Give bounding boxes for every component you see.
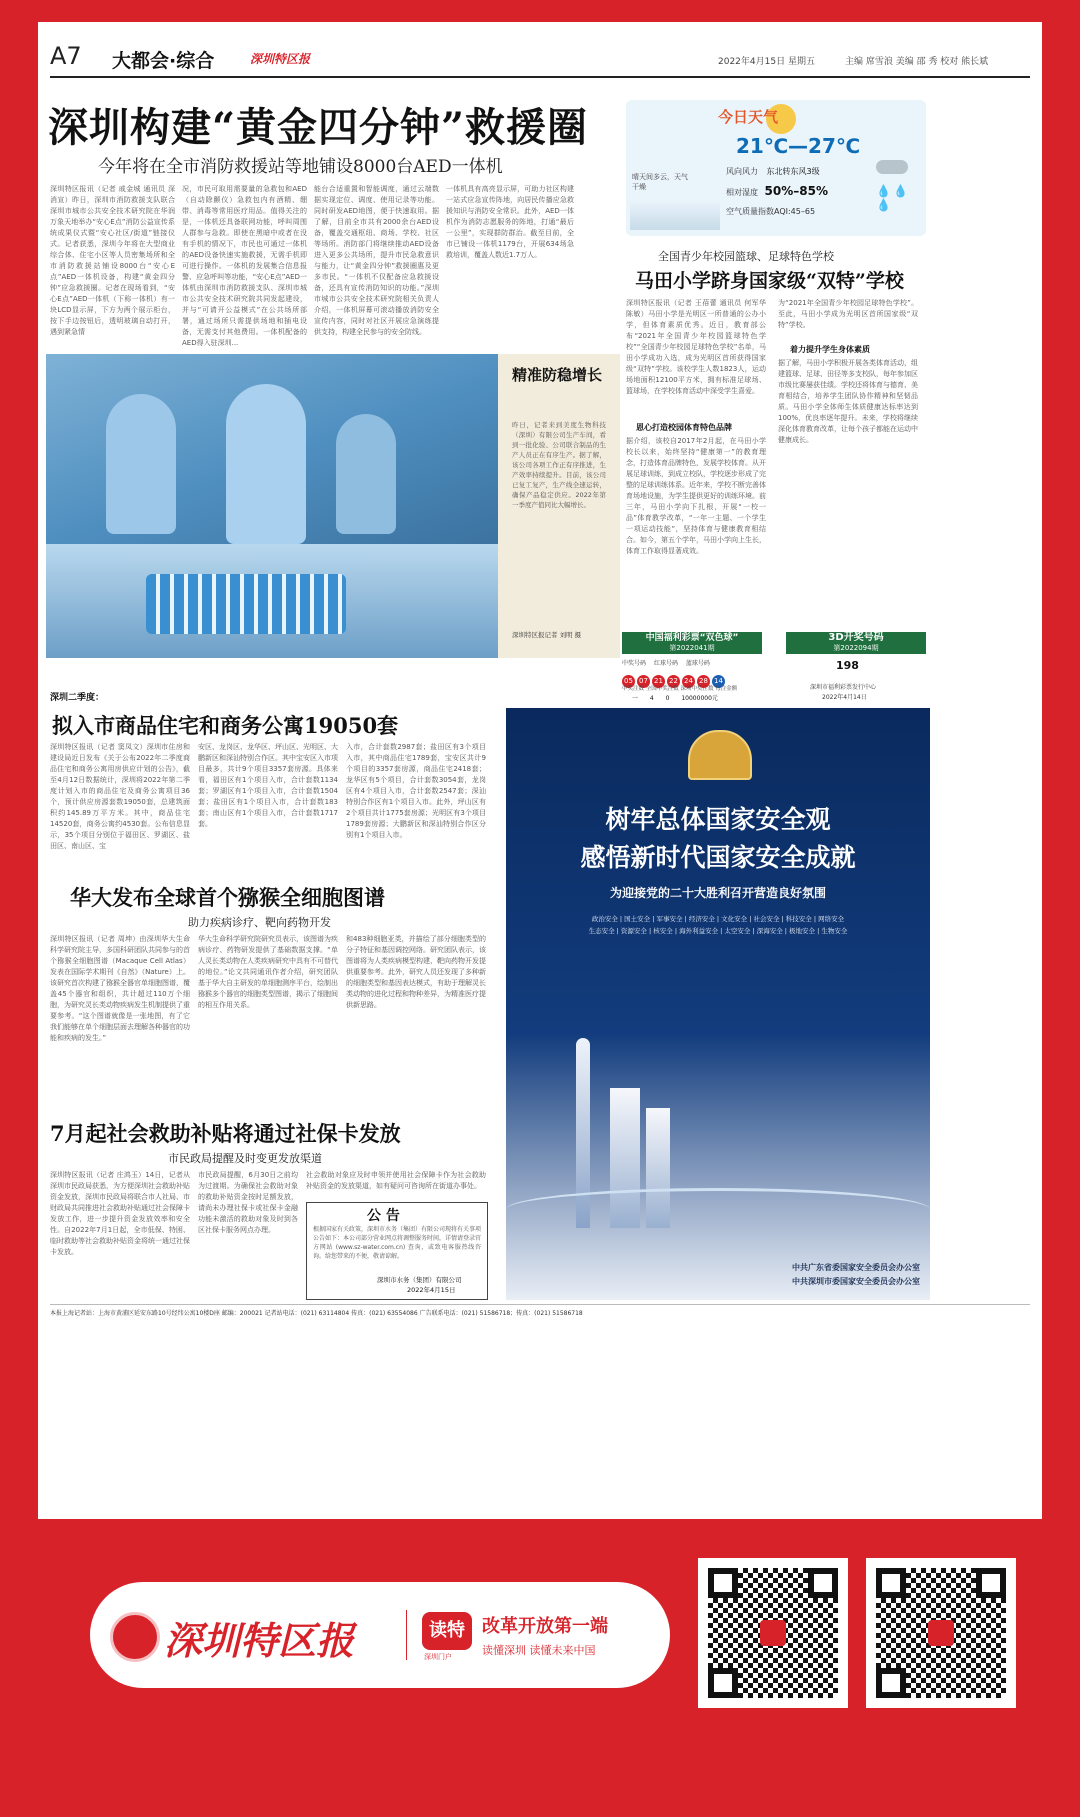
- monkey-subtitle: 助力疾病诊疗、靶向药物开发: [188, 916, 331, 929]
- footer-address: 本报上海记者站：上海市黄浦区延安东路10号经纬公寓10楼D座 邮编：200021 记者站电话：(021) 63114804 传真：(021) 63554086 广告联系电话：(021) 51586718；传真：(021) 51586718: [50, 1310, 583, 1317]
- subsidy-body-col2: 市民政局提醒，6月30日之前均为过渡期。为确保社会救助对象的救助补贴资金按时足额发放，请尚未办理社保卡或社保卡金融功能未激活的救助对象及时到各区社保卡服务网点办理。: [198, 1171, 298, 1234]
- ad-line-1: 树牢总体国家安全观: [605, 805, 831, 834]
- bottom-banner: [38, 1536, 1042, 1776]
- housing-body-col2: 安区、龙岗区、龙华区、坪山区、光明区、大鹏新区和深汕特别合作区。其中宝安区入市项目最多，共计9个项目3357套房源。具体来看，福田区有1个项目入市，合计套数1134套；罗湖区有1个项目入市，合计套数1504套；盐田区有1个项目入市，合计套数183套；南山区有1个项目入市，合计套数1717套。: [198, 743, 338, 828]
- bridge-illustration: [506, 1188, 930, 1231]
- legend-blue: 蓝球号码: [685, 660, 710, 667]
- paper-logo-small: 深圳特区报: [250, 52, 311, 66]
- ssq-legend: [622, 658, 710, 667]
- qr-center-logo: [928, 1620, 954, 1646]
- lead-headline: 深圳构建“黄金四分钟”救援圈: [48, 104, 589, 151]
- photo-caption-text: 昨日，记者来到美度生物科技（深圳）有限公司生产车间，看到一批化验、公司联合制品的生产人员正在有序生产。据了解，该公司各项工作正有序推进，生产效率持续提升。目前，该公司已复工复产，生产线全速运转，确保产品稳定供应。2022年第一季度产值同比大幅增长。: [512, 421, 606, 509]
- legend-winning: 中奖号码: [622, 660, 647, 667]
- red-ball: 28: [697, 675, 710, 688]
- lead-body-col2: 况，市民可取用需要量的急救包和AED（自动除颤仪）急救包内有酒精、绷带、消毒等常用医疗用品。值得关注的是，一体机还具备联网功能，呼叫周围人群参与急救。即使在黑暗中或者在没有手机的情况下，市民也可通过一体机的AED设备快速实施救援，无需手机即可进行操作。一体机的发展集合信息报警、应急呼叫等功能，“安心E点”AED一体机由深圳市消防救援支队、深圳市城市公共安全技术研究院共同发起建设，并与“可请开公益模式”在公共场所部署，通过场所只需提供场地和插电设备，无需支付其他费用。一体机配备的AED得入驻深圳...: [182, 185, 307, 347]
- app-logo-text: 读特: [429, 1620, 465, 1641]
- ssq-table-values: 一 4 0 10000000元: [632, 695, 718, 702]
- masthead-pill: [90, 1582, 670, 1688]
- notice-date: 2022年4月15日: [407, 1286, 456, 1294]
- notice-title: 公 告: [367, 1208, 400, 1224]
- lottery-box: [622, 632, 932, 706]
- qr-center-logo: [760, 1620, 786, 1646]
- housing-headline: 拟入市商品住宅和商务公寓19050套: [52, 713, 399, 738]
- school-headline: 马田小学跻身国家级“双特”学校: [635, 270, 904, 292]
- school-body-col1b: 据介绍，该校自2017年2月起，在马田小学校长以来，始终坚持“健康第一”的教育理念，打造体育品牌特色，发展学校体育。从开展足球训练，到成立校队，学校逐步形成了完整的足球训练体系。近年来，学校不断完善体育场地设施，为学生提供更好的训练环境。前三年，马田小学向下扎根，开展“一校一品”体育教学改革，“一年一主题、一个学生一项运动技能”，坚持体育与健康教育相结合。如今，第五个学年，马田小学向上生长，体育工作取得显著成效。: [626, 437, 766, 555]
- monkey-body-col3: 和483种细胞亚类，并描绘了部分细胞类型的分子特征和基因调控网络。研究团队表示，该图谱将为人类疾病模型构建、靶向药物开发提供重要参考。此外，研究人员还发现了多种新的细胞类型和基因表达模式，有助于理解灵长类动物的进化过程和物种差异，为精准医疗提供新思路。: [346, 935, 486, 1009]
- red-ball: 24: [682, 675, 695, 688]
- legend-red: 红球号码: [653, 660, 678, 667]
- aqi-value: 空气质量指数AQI:45–65: [726, 207, 816, 216]
- banner-slogan-sub: 读懂深圳 读懂未来中国: [482, 1644, 596, 1657]
- issue-date: 2022年4月15日 星期五: [718, 57, 815, 67]
- newspaper-page: [38, 22, 1042, 1519]
- school-kicker: 全国青少年校园篮球、足球特色学校: [658, 250, 834, 263]
- monkey-headline: 华大发布全球首个猕猴全细胞图谱: [70, 885, 385, 910]
- weather-desc: 晴天间多云，天气干燥: [632, 173, 688, 191]
- ssq-header: [622, 632, 762, 654]
- ssq-table-labels: 中奖注数 全国中奖注数 深圳中奖注数 每注金额: [622, 686, 738, 692]
- school-body-col2b: 据了解，马田小学积极开展各类体育活动，组建篮球、足球、田径等多支校队，每年参加区市级比赛屡获佳绩。学校还将体育与德育、美育相结合，培养学生团队协作精神和坚韧品质。马田小学全体师生体质健康达标率达到100%，优良率逐年提升。未来，学校将继续深化体育教育改革，让每个孩子都能在运动中健康成长。: [778, 359, 918, 444]
- lottery-issuer-date: 2022年4月14日: [822, 694, 867, 701]
- qr-finder: [808, 1568, 838, 1598]
- subsidy-headline: 7月起社会救助补贴将通过社保卡发放: [50, 1121, 401, 1146]
- footer-rule: [50, 1304, 1030, 1305]
- school-body-col1: 深圳特区报讯（记者 王蓓蕾 通讯员 何军华 陈敏）马田小学是光明区一所普通的公办小学，但体育素质优秀。近日，教育部公布“2021年全国青少年校园篮球特色学校”“全国青少年校园足球特色学校”名单，马田小学成功入选，成为光明区首所获得国家级“双特”学校。该校学生人数1823人，运动场地面积12100平方米，拥有标准足球场、篮球场，在学校体育活动中深受学生喜爱。: [626, 299, 766, 395]
- lead-body-col1: 深圳特区报讯（记者 戚金城 通讯员 深消宣）昨日，深圳市消防救援支队联合深圳市城市公共安全技术研究院在华润万象天地举办“安心E点”消防公益宣传系统成果仪式暨“安心社区/街道”链接仪式。记者获悉，深圳今年将在大型商业综合体、住宅小区等人员密集场所和全市消防救援站铺设8000台“安心E点”AED一体机设备，构建“黄金四分钟”应急救援圈。记者在现场看到，“安心E点”AED一体机（下称一体机）有一块LCD显示屏，下方为两个展示柜台，按下手边按钮后，透明玻璃自动打开，遇到紧急情: [50, 185, 175, 336]
- weather-title: 今日天气: [718, 108, 779, 126]
- lead-subtitle: 今年将在全市消防救援站等地铺设8000台AED一体机: [98, 157, 503, 177]
- ad-tags-row-1: 政治安全 | 国土安全 | 军事安全 | 经济安全 | 文化安全 | 社会安全 | 科技安全 | 网络安全: [591, 915, 845, 923]
- 3d-number: 198: [836, 659, 859, 672]
- ad-line-2: 感悟新时代国家安全成就: [580, 843, 856, 872]
- section-title: 大都会·综合: [112, 50, 215, 72]
- security-emblem: [688, 730, 752, 780]
- subsidy-body-col3: 社会救助对象应及时申领并使用社会保障卡作为社会救助补贴资金的发放渠道，如有疑问可咨询所在街道办事处。: [306, 1171, 486, 1190]
- app-logo: [422, 1612, 472, 1650]
- app-logo-sub: 深圳门户: [424, 1653, 452, 1661]
- red-ball: 07: [637, 675, 650, 688]
- lead-body-col3: 能台合适重置和智能调度，通过云端数据实现定位、调度、使用记录等功能。同时研发AED地图，便于快速取用。据了解，目前全市共有2000余台AED设备，覆盖交通枢纽、商场、学校、社区等场所。消防部门将继续推动AED设备进入更多公共场所，提升市民急救意识与能力，让“黄金四分钟”救援圈惠及更多市民。“一体机不仅配备应急救援设备，还具有宣传消防知识的功能。”深圳市城市公共安全技术研究院相关负责人介绍，一体机屏幕可滚动播放消防安全宣传内容，同时对社区开展应急演练提供支持，构建全民参与的安全防线。: [314, 185, 439, 336]
- photo-caption-title: 精准防稳增长: [512, 366, 603, 384]
- worker-figure-1: [106, 394, 176, 534]
- housing-kicker: 深圳二季度：: [50, 693, 105, 703]
- paper-emblem-icon: [110, 1612, 160, 1662]
- wind-value: 东北转东风3级: [766, 167, 820, 176]
- humidity-label: 相对湿度: [726, 188, 758, 197]
- ad-sponsor-1: 中共广东省委国家安全委员会办公室: [792, 1263, 920, 1272]
- worker-figure-3: [336, 414, 396, 534]
- housing-body-col3: 入市，合计套数2987套；盐田区有3个项目入市，其中商品住宅1789套，宝安区共计9个项目的3357套房源，商品住宅2418套；龙华区有5个项目，合计套数3054套，龙岗区有4个项目入市，合计套数2547套；深汕特别合作区有1个项目入市。此外，坪山区有2个项目共计1775套房源；光明区有3个项目1789套房源；大鹏新区和深汕特别合作区分别有1个项目入市。: [346, 743, 486, 839]
- qr-finder: [708, 1668, 738, 1698]
- ad-sponsor-2: 中共深圳市委国家安全委员会办公室: [792, 1277, 920, 1286]
- ssq-issue: 第2022041期: [669, 644, 715, 652]
- banner-paper-name: 深圳特区报: [164, 1618, 355, 1663]
- wind-label: 风向风力: [726, 167, 758, 176]
- banner-slogan: 改革开放第一端: [482, 1616, 608, 1637]
- humidity-value: 50%–85%: [764, 184, 828, 198]
- qr-finder: [708, 1568, 738, 1598]
- monkey-body-col1: 深圳特区报讯（记者 周坤）由深圳华大生命科学研究院主导，多国科研团队共同参与的首个猕猴全细胞图谱（Macaque Cell Atlas）发表在国际学术期刊《自然》（Nature）上。该研究首次构建了猕猴全器官单细胞图谱，覆盖45个器官和组织，共计超过110万个细胞，为研究灵长类动物疾病发生机制提供了重要参考。“这个图谱就像是一张地图，有了它我们能够在单个细胞层面去理解各种器官的功能和疾病的发生。”: [50, 935, 190, 1042]
- qr-finder: [876, 1568, 906, 1598]
- editors-line: 主编 席雪浪 美编 邵 秀 校对 熊长斌: [845, 57, 989, 67]
- 3d-issue: 第2022094期: [833, 644, 879, 652]
- cloud-icon: [876, 160, 908, 174]
- red-ball: 05: [622, 675, 635, 688]
- security-ad: [506, 708, 930, 1300]
- qr-finder: [976, 1568, 1006, 1598]
- 3d-header: [786, 632, 926, 654]
- school-body-col2: 为“2021年全国青少年校园足球特色学校”。至此，马田小学成为光明区首所国家级“双特”学校。: [778, 299, 918, 329]
- ad-line-3: 为迎接党的二十大胜利召开营造良好氛围: [609, 886, 826, 900]
- product-tubes: [146, 574, 346, 634]
- worker-figure-2: [226, 384, 306, 544]
- page-number: A7: [50, 42, 82, 70]
- ad-tags-row-2: 生态安全 | 资源安全 | 核安全 | 海外利益安全 | 太空安全 | 深海安全 | 极地安全 | 生物安全: [588, 927, 848, 935]
- school-subhead-1: 恩心打造校园体育特色品牌: [636, 423, 732, 432]
- subsidy-subtitle: 市民政局提醒及时变更发放渠道: [168, 1152, 322, 1165]
- qr-code-2[interactable]: [866, 1558, 1016, 1708]
- blue-ball: 14: [712, 675, 725, 688]
- qr-code-1[interactable]: [698, 1558, 848, 1708]
- lead-body-col4: 一体机具有高亮显示屏，可助力社区构建一站式应急宣传阵地，向居民传播应急救援知识与消防安全常识。此外，AED一体机作为消防志愿服务的阵地，打通“最后一公里”，实现群防群治。截至目前，全市已铺设一体机1179台，开展634场急救培训，覆盖人数近1.7万人。: [446, 185, 574, 259]
- subsidy-body-col1: 深圳特区报讯（记者 庄鸿玉）14日，记者从深圳市民政局获悉，为方便深圳社会救助补贴资金发放，深圳市民政局将联合市人社局、市财政局共同推进社会救助补贴通过社会保障卡发放工作，进一步提升资金发放效率和安全性。自2022年7月1日起，全市低保、特困、临时救助等社会救助补贴资金将统一通过社保卡发放。: [50, 1171, 190, 1256]
- city-skyline: [630, 200, 720, 230]
- weather-box: [626, 100, 926, 236]
- housing-body-col1: 深圳特区报讯（记者 窦凤文）深圳市住房和建设局近日发布《关于公布2022年二季度商品住宅和商务公寓用房供应计划的公告》，截至4月12日数据统计，深圳将2022年第二季度计划入市的商品住宅及商务公寓项目36个，预计供应房源套数19050套，总建筑面积约145.89万平方米。其中，商品住宅14520套，商务公寓约4530套。公布信息显示，35个项目分别位于福田区、罗湖区、盐田区、南山区、宝: [50, 743, 190, 850]
- photo-caption-box: [498, 354, 620, 658]
- qr-finder: [876, 1668, 906, 1698]
- 3d-title: 3D开奖号码: [828, 632, 884, 643]
- red-ball: 22: [667, 675, 680, 688]
- monkey-body-col2: 华大生命科学研究院研究员表示，该图谱为疾病诊疗、药物研发提供了基础数据支撑。“单人灵长类动物在人类疾病研究中具有不可替代的地位。”论文共同通讯作者介绍，研究团队基于华大自主研发的单细胞测序平台，绘制出猕猴多个器官的细胞类型图谱，揭示了细胞间的相互作用关系。: [198, 935, 338, 1009]
- notice-signer: 深圳市水务（集团）有限公司: [377, 1276, 462, 1284]
- notice-box: [306, 1202, 488, 1300]
- red-ball: 21: [652, 675, 665, 688]
- notice-body: 根据国家有关政策，深圳市水务（集团）有限公司现将有关事项公告如下：本公司部分营业网点将调整服务时间，详情请登录官方网站 (www.sz-water.com.cn) 查询，或致电客服热线咨询。给您带来的不便，敬请谅解。: [313, 1226, 482, 1260]
- page-header: [50, 42, 1030, 78]
- ssq-title: 中国福利彩票“双色球”: [645, 633, 739, 643]
- school-subhead-2: 着力提升学生身体素质: [790, 345, 870, 354]
- droplets-icon: 💧💧💧: [876, 184, 910, 212]
- photo-credit: 深圳特区报记者 刘明 摄: [512, 631, 582, 639]
- lottery-issuer: 深圳市福利彩票发行中心: [810, 684, 877, 691]
- banner-divider: [406, 1610, 407, 1660]
- weather-temp: 21℃—27℃: [736, 134, 861, 158]
- factory-photo: [46, 354, 498, 658]
